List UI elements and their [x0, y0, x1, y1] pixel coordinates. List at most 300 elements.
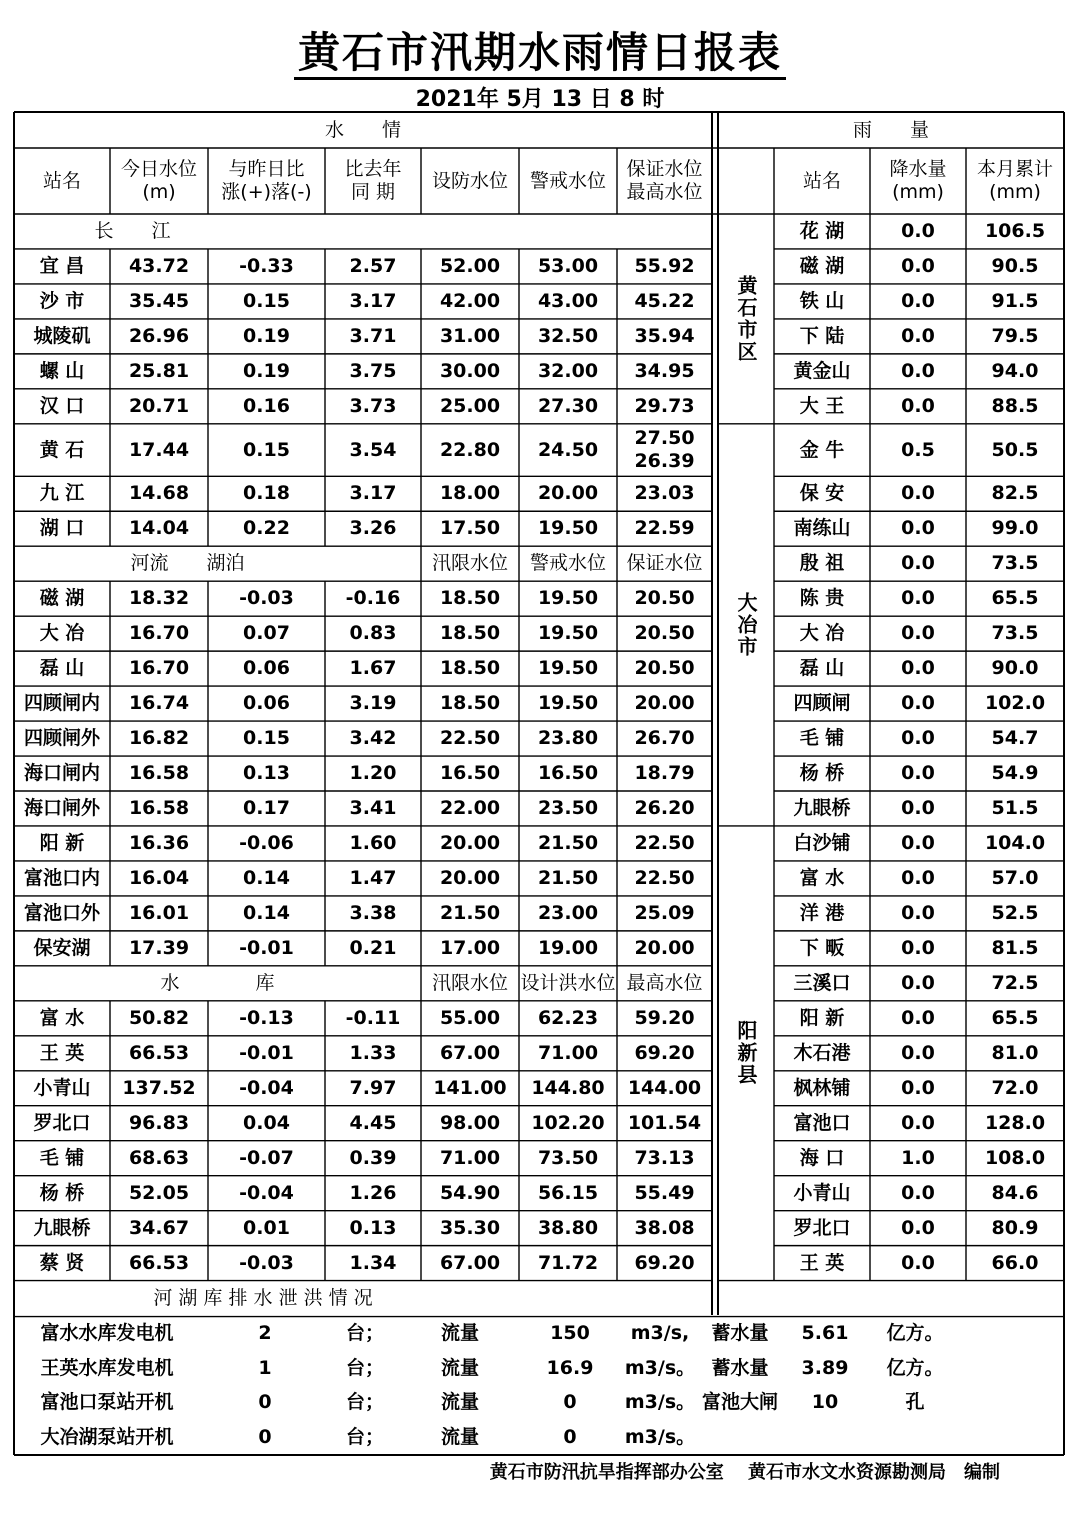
water-value: 35.45	[128, 290, 190, 313]
rain-station: 白沙铺	[793, 832, 851, 855]
discharge-cell: 流量	[440, 1356, 479, 1379]
water-value: -0.33	[239, 255, 294, 278]
water-value: 18.50	[439, 622, 501, 645]
water-value: 1.47	[349, 867, 397, 890]
water-value: 52.05	[128, 1181, 190, 1204]
discharge-cell: 2	[258, 1322, 272, 1345]
water-value: 16.01	[128, 901, 190, 924]
rain-value: 81.0	[991, 1041, 1039, 1064]
discharge-cell: 5.61	[801, 1322, 849, 1345]
water-value: 20.50	[634, 657, 695, 680]
rain-station: 黄金山	[793, 359, 851, 382]
water-value: 32.50	[537, 324, 599, 347]
rain-value: 0.0	[901, 1251, 935, 1274]
rain-station: 洋 港	[799, 901, 845, 924]
rain-value: 84.6	[991, 1181, 1039, 1204]
rain-station: 海 口	[799, 1146, 845, 1169]
discharge-cell: 台；	[345, 1356, 384, 1379]
water-value: 27.30	[537, 394, 599, 417]
rain-value: 0.0	[901, 220, 935, 243]
water-value: 0.14	[243, 867, 290, 890]
rain-value: 54.7	[991, 727, 1039, 750]
station-name: 城陵矶	[33, 324, 91, 347]
water-value: 52.00	[439, 255, 501, 278]
water-value: 26.96	[128, 324, 190, 347]
station-name: 阳 新	[39, 832, 85, 855]
rain-value: 80.9	[991, 1216, 1039, 1239]
water-value: 101.54	[627, 1111, 702, 1134]
rain-value: 0.0	[901, 901, 935, 924]
rain-value: 0.0	[901, 971, 935, 994]
water-value: 34.67	[128, 1216, 190, 1239]
discharge-cell: 富水水库发电机	[40, 1322, 174, 1345]
discharge-cell: 蓄水量	[711, 1322, 769, 1345]
water-value: 68.63	[128, 1146, 190, 1169]
sub-col-header: 汛限水位	[431, 552, 508, 575]
water-value: 0.06	[243, 657, 290, 680]
rain-value: 0.0	[901, 1216, 935, 1239]
rain-value: 0.0	[901, 255, 935, 278]
water-value: 17.39	[128, 936, 190, 959]
discharge-cell: 流量	[440, 1391, 479, 1414]
discharge-cell: 10	[811, 1391, 839, 1414]
rain-value: 65.5	[991, 587, 1039, 610]
discharge-cell: 0	[258, 1391, 272, 1414]
station-name: 蔡 贤	[39, 1251, 85, 1274]
changjiang-label: 长 江	[94, 220, 171, 243]
water-col-header: 警戒水位	[529, 169, 606, 192]
discharge-cell: 台；	[345, 1322, 384, 1345]
discharge-cell: 0	[258, 1425, 272, 1448]
water-value: 66.53	[128, 1041, 190, 1064]
water-value: 3.38	[349, 901, 397, 924]
rain-region-label: 黄石市区	[734, 274, 758, 363]
rain-value: 0.0	[901, 290, 935, 313]
water-value: 7.97	[349, 1076, 397, 1099]
rain-station: 九眼桥	[793, 797, 851, 820]
rain-station: 三溪口	[793, 971, 851, 994]
water-value: 98.00	[439, 1111, 501, 1134]
water-value: 0.16	[243, 394, 290, 417]
rain-region-label: 大冶市	[734, 591, 758, 658]
water-value: 16.70	[128, 622, 190, 645]
water-value: 3.73	[349, 394, 397, 417]
water-value: 67.00	[439, 1041, 501, 1064]
water-col-header: 与昨日比 涨(+)落(-)	[221, 158, 312, 203]
rain-station: 大 冶	[799, 622, 845, 645]
water-value: 53.00	[537, 255, 599, 278]
water-value: 23.80	[537, 727, 599, 750]
rain-station: 四顾闸	[793, 692, 851, 715]
water-value: 20.00	[439, 867, 501, 890]
water-value: 0.19	[243, 324, 290, 347]
water-value: 27.50 26.39	[634, 427, 695, 473]
water-value: 16.58	[128, 762, 190, 785]
rain-region-label: 阳新县	[734, 1020, 758, 1087]
rain-value: 0.0	[901, 1181, 935, 1204]
rain-station: 陈 贵	[799, 587, 845, 610]
water-value: -0.01	[239, 936, 294, 959]
station-name: 汉 口	[39, 394, 85, 417]
water-value: 0.15	[243, 290, 290, 313]
water-value: 137.52	[122, 1076, 196, 1099]
water-value: 23.03	[634, 482, 695, 505]
water-value: 96.83	[128, 1111, 190, 1134]
rain-station: 枫林铺	[793, 1076, 851, 1099]
water-value: -0.03	[239, 587, 294, 610]
discharge-label: 河 湖 库 排 水 泄 洪 情 况	[153, 1287, 373, 1310]
water-value: 16.50	[439, 762, 501, 785]
rain-value: 52.5	[991, 901, 1039, 924]
water-value: 3.54	[349, 438, 397, 461]
water-value: 34.95	[634, 359, 695, 382]
water-value: 67.00	[439, 1251, 501, 1274]
station-name: 王 英	[39, 1041, 85, 1064]
water-value: 23.50	[537, 797, 599, 820]
rain-value: 65.5	[991, 1006, 1039, 1029]
rain-value: 0.0	[901, 832, 935, 855]
water-value: 0.17	[243, 797, 290, 820]
rain-value: 0.0	[901, 936, 935, 959]
rain-value: 50.5	[991, 438, 1039, 461]
water-value: 66.53	[128, 1251, 190, 1274]
discharge-cell: m3/s。	[624, 1425, 696, 1448]
water-value: 32.00	[537, 359, 599, 382]
sub-col-header: 警戒水位	[529, 552, 606, 575]
station-name: 湖 口	[39, 517, 85, 540]
water-value: 3.42	[349, 727, 397, 750]
water-value: -0.11	[345, 1006, 401, 1029]
rain-value: 0.0	[901, 622, 935, 645]
water-value: 0.01	[243, 1216, 290, 1239]
water-value: 20.71	[128, 394, 190, 417]
rain-value: 0.0	[901, 324, 935, 347]
report-title: 黄石市汛期水雨情日报表	[0, 20, 1080, 80]
rain-value: 88.5	[991, 394, 1039, 417]
rain-station: 阳 新	[799, 1006, 845, 1029]
sub-col-header: 最高水位	[626, 971, 703, 994]
water-value: 1.33	[349, 1041, 397, 1064]
rain-value: 94.0	[991, 359, 1039, 382]
water-value: 19.50	[537, 517, 599, 540]
water-value: 22.80	[439, 438, 501, 461]
water-value: 42.00	[439, 290, 501, 313]
water-value: 19.50	[537, 657, 599, 680]
rain-value: 0.0	[901, 1076, 935, 1099]
discharge-cell: 3.89	[801, 1356, 849, 1379]
discharge-cell: m3/s,	[630, 1322, 690, 1345]
reservoir-label: 水 库	[160, 971, 275, 994]
discharge-cell: 富池大闸	[701, 1391, 778, 1414]
water-value: 3.17	[349, 290, 397, 313]
water-value: 0.04	[243, 1111, 290, 1134]
rain-station: 南练山	[793, 517, 851, 540]
water-value: 31.00	[439, 324, 501, 347]
water-value: 1.34	[349, 1251, 397, 1274]
water-value: 17.44	[128, 438, 190, 461]
water-value: 73.50	[537, 1146, 599, 1169]
rain-value: 0.0	[901, 797, 935, 820]
discharge-cell: 16.9	[546, 1356, 594, 1379]
rain-value: 0.0	[901, 1041, 935, 1064]
rain-value: 0.5	[901, 438, 935, 461]
rain-station: 花 湖	[799, 220, 845, 243]
rain-value: 128.0	[984, 1111, 1046, 1134]
rain-station: 富 水	[799, 867, 845, 890]
rain-value: 104.0	[984, 832, 1046, 855]
discharge-cell: m3/s。	[624, 1391, 696, 1414]
rain-station: 王 英	[799, 1251, 845, 1274]
water-value: 3.26	[349, 517, 397, 540]
water-value: 69.20	[634, 1041, 695, 1064]
water-value: 38.08	[634, 1216, 695, 1239]
water-value: 50.82	[128, 1006, 190, 1029]
water-value: -0.01	[239, 1041, 294, 1064]
discharge-cell: m3/s。	[624, 1356, 696, 1379]
water-value: 23.00	[537, 901, 599, 924]
water-value: 0.07	[243, 622, 290, 645]
water-value: 38.80	[537, 1216, 599, 1239]
water-value: 21.50	[537, 867, 599, 890]
water-value: 16.82	[128, 727, 190, 750]
water-value: 0.83	[349, 622, 397, 645]
sub-col-header: 汛限水位	[431, 971, 508, 994]
rain-value: 0.0	[901, 727, 935, 750]
water-value: 16.50	[537, 762, 599, 785]
water-value: 18.79	[634, 762, 695, 785]
water-value: 3.41	[349, 797, 397, 820]
rain-value: 82.5	[991, 482, 1039, 505]
report-date: 2021年 5月 13 日 8 时	[415, 87, 665, 112]
rain-value: 1.0	[901, 1146, 935, 1169]
water-value: 20.00	[537, 482, 599, 505]
station-name: 四顾闸外	[23, 727, 100, 750]
discharge-cell: 0	[563, 1425, 577, 1448]
water-value: 16.36	[128, 832, 190, 855]
rain-station: 金 牛	[799, 438, 845, 461]
water-value: -0.03	[239, 1251, 294, 1274]
station-name: 磊 山	[39, 657, 85, 680]
station-name: 九眼桥	[33, 1216, 91, 1239]
rain-station: 罗北口	[793, 1216, 851, 1239]
water-value: 25.09	[634, 901, 695, 924]
water-value: 18.50	[439, 692, 501, 715]
rain-station: 富池口	[793, 1111, 851, 1134]
rain-value: 0.0	[901, 394, 935, 417]
water-value: 20.50	[634, 587, 695, 610]
water-value: 1.60	[349, 832, 397, 855]
rain-value: 72.0	[991, 1076, 1039, 1099]
rain-value: 73.5	[991, 552, 1039, 575]
water-value: 141.00	[433, 1076, 507, 1099]
water-value: -0.06	[239, 832, 294, 855]
discharge-cell: 1	[258, 1356, 272, 1379]
water-value: 18.00	[439, 482, 501, 505]
water-value: 0.13	[243, 762, 290, 785]
rain-station: 毛 铺	[799, 727, 845, 750]
water-value: 19.50	[537, 587, 599, 610]
water-value: 19.50	[537, 622, 599, 645]
water-value: -0.16	[345, 587, 401, 610]
water-value: 45.22	[634, 290, 695, 313]
rain-value: 106.5	[984, 220, 1046, 243]
water-value: 0.21	[349, 936, 397, 959]
water-value: 35.30	[439, 1216, 501, 1239]
rain-value: 0.0	[901, 692, 935, 715]
rain-value: 90.0	[991, 657, 1039, 680]
station-name: 大 冶	[39, 622, 85, 645]
water-value: 18.50	[439, 657, 501, 680]
water-value: 1.67	[349, 657, 397, 680]
rain-value: 0.0	[901, 517, 935, 540]
station-name: 磁 湖	[39, 587, 85, 610]
rain-value: 90.5	[991, 255, 1039, 278]
rain-value: 99.0	[991, 517, 1039, 540]
water-value: -0.13	[239, 1006, 294, 1029]
water-value: 43.00	[537, 290, 599, 313]
water-value: 2.57	[349, 255, 397, 278]
water-section-label: 水 情	[324, 118, 401, 141]
water-value: 71.00	[537, 1041, 599, 1064]
water-value: 0.19	[243, 359, 290, 382]
water-value: -0.04	[239, 1181, 294, 1204]
water-value: 0.06	[243, 692, 290, 715]
water-value: 1.20	[349, 762, 397, 785]
water-value: 22.00	[439, 797, 501, 820]
water-value: 14.68	[128, 482, 190, 505]
water-col-header: 站名	[42, 169, 81, 192]
water-value: 4.45	[349, 1111, 397, 1134]
station-name: 海口闸外	[23, 797, 100, 820]
water-col-header: 今日水位 (m)	[120, 158, 197, 203]
water-value: 22.50	[634, 867, 695, 890]
water-value: 55.92	[634, 255, 695, 278]
water-value: 69.20	[634, 1251, 695, 1274]
water-value: 30.00	[439, 359, 501, 382]
rain-value: 0.0	[901, 587, 935, 610]
water-value: 144.00	[627, 1076, 702, 1099]
water-value: 21.50	[439, 901, 501, 924]
rain-value: 79.5	[991, 324, 1039, 347]
station-name: 罗北口	[33, 1111, 91, 1134]
discharge-cell: 蓄水量	[711, 1356, 769, 1379]
water-value: 21.50	[537, 832, 599, 855]
station-name: 富池口外	[23, 901, 100, 924]
rain-station: 大 王	[799, 394, 845, 417]
rain-value: 0.0	[901, 359, 935, 382]
discharge-cell: 亿方。	[886, 1356, 944, 1379]
rain-value: 81.5	[991, 936, 1039, 959]
water-value: 17.00	[439, 936, 501, 959]
rain-station: 杨 桥	[799, 762, 845, 785]
rain-value: 108.0	[984, 1146, 1046, 1169]
discharge-cell: 富池口泵站开机	[40, 1391, 174, 1414]
water-value: 55.49	[634, 1181, 695, 1204]
water-value: 20.00	[634, 936, 695, 959]
water-value: 22.59	[634, 517, 695, 540]
water-value: 59.20	[634, 1006, 695, 1029]
discharge-cell: 0	[563, 1391, 577, 1414]
water-value: 17.50	[439, 517, 501, 540]
rain-station: 下 畈	[799, 936, 845, 959]
station-name: 富池口内	[23, 867, 100, 890]
rain-value: 66.0	[991, 1251, 1039, 1274]
water-value: 18.32	[128, 587, 190, 610]
rain-value: 57.0	[991, 867, 1039, 890]
water-value: 73.13	[634, 1146, 695, 1169]
rain-col-header: 站名	[802, 169, 841, 192]
discharge-cell: 流量	[440, 1425, 479, 1448]
station-name: 黄 石	[39, 438, 85, 461]
water-col-header: 比去年 同 期	[344, 158, 402, 203]
discharge-cell: 150	[550, 1322, 590, 1345]
water-value: 16.70	[128, 657, 190, 680]
rain-station: 殷 祖	[799, 552, 845, 575]
water-value: 0.39	[349, 1146, 397, 1169]
rain-station: 木石港	[793, 1041, 851, 1064]
station-name: 海口闸内	[23, 762, 100, 785]
water-value: 16.04	[128, 867, 190, 890]
water-value: 56.15	[537, 1181, 599, 1204]
rain-station: 保 安	[799, 482, 845, 505]
discharge-cell: 王英水库发电机	[40, 1356, 174, 1379]
water-value: 55.00	[439, 1006, 501, 1029]
water-col-header: 保证水位 最高水位	[626, 158, 703, 203]
water-value: -0.07	[239, 1146, 294, 1169]
water-value: 3.19	[349, 692, 397, 715]
rain-col-header: 本月累计 (mm)	[976, 158, 1053, 203]
rain-station: 小青山	[793, 1181, 851, 1204]
discharge-cell: 台；	[345, 1391, 384, 1414]
water-value: 25.00	[439, 394, 501, 417]
water-value: 71.00	[439, 1146, 501, 1169]
water-value: 14.04	[128, 517, 190, 540]
rain-station: 磊 山	[799, 657, 845, 680]
station-name: 九 江	[39, 482, 85, 505]
rain-value: 0.0	[901, 657, 935, 680]
water-value: 18.50	[439, 587, 501, 610]
rain-value: 0.0	[901, 482, 935, 505]
water-value: 20.00	[634, 692, 695, 715]
water-value: 54.90	[439, 1181, 501, 1204]
station-name: 富 水	[39, 1006, 85, 1029]
water-value: 0.15	[243, 438, 290, 461]
water-value: 19.50	[537, 692, 599, 715]
sub-col-header: 设计洪水位	[520, 971, 616, 994]
rain-station: 磁 湖	[799, 255, 845, 278]
water-value: 35.94	[634, 324, 695, 347]
water-value: 24.50	[537, 438, 599, 461]
rain-value: 0.0	[901, 1111, 935, 1134]
sub-col-header: 保证水位	[626, 552, 703, 575]
station-name: 螺 山	[39, 359, 85, 382]
rain-value: 91.5	[991, 290, 1039, 313]
water-col-header: 设防水位	[431, 169, 508, 192]
water-value: 3.17	[349, 482, 397, 505]
water-value: 62.23	[537, 1006, 599, 1029]
water-value: 16.58	[128, 797, 190, 820]
discharge-cell: 亿方。	[886, 1322, 944, 1345]
rain-section-label: 雨 量	[852, 118, 929, 141]
station-name: 沙 市	[39, 290, 85, 313]
rain-value: 54.9	[991, 762, 1039, 785]
water-value: 3.75	[349, 359, 397, 382]
water-value: 1.26	[349, 1181, 397, 1204]
rain-value: 73.5	[991, 622, 1039, 645]
station-name: 宜 昌	[39, 255, 85, 278]
water-value: 29.73	[634, 394, 695, 417]
report-footer: 黄石市防汛抗旱指挥部办公室 黄石市水文水资源勘测局 编制	[489, 1462, 1000, 1483]
